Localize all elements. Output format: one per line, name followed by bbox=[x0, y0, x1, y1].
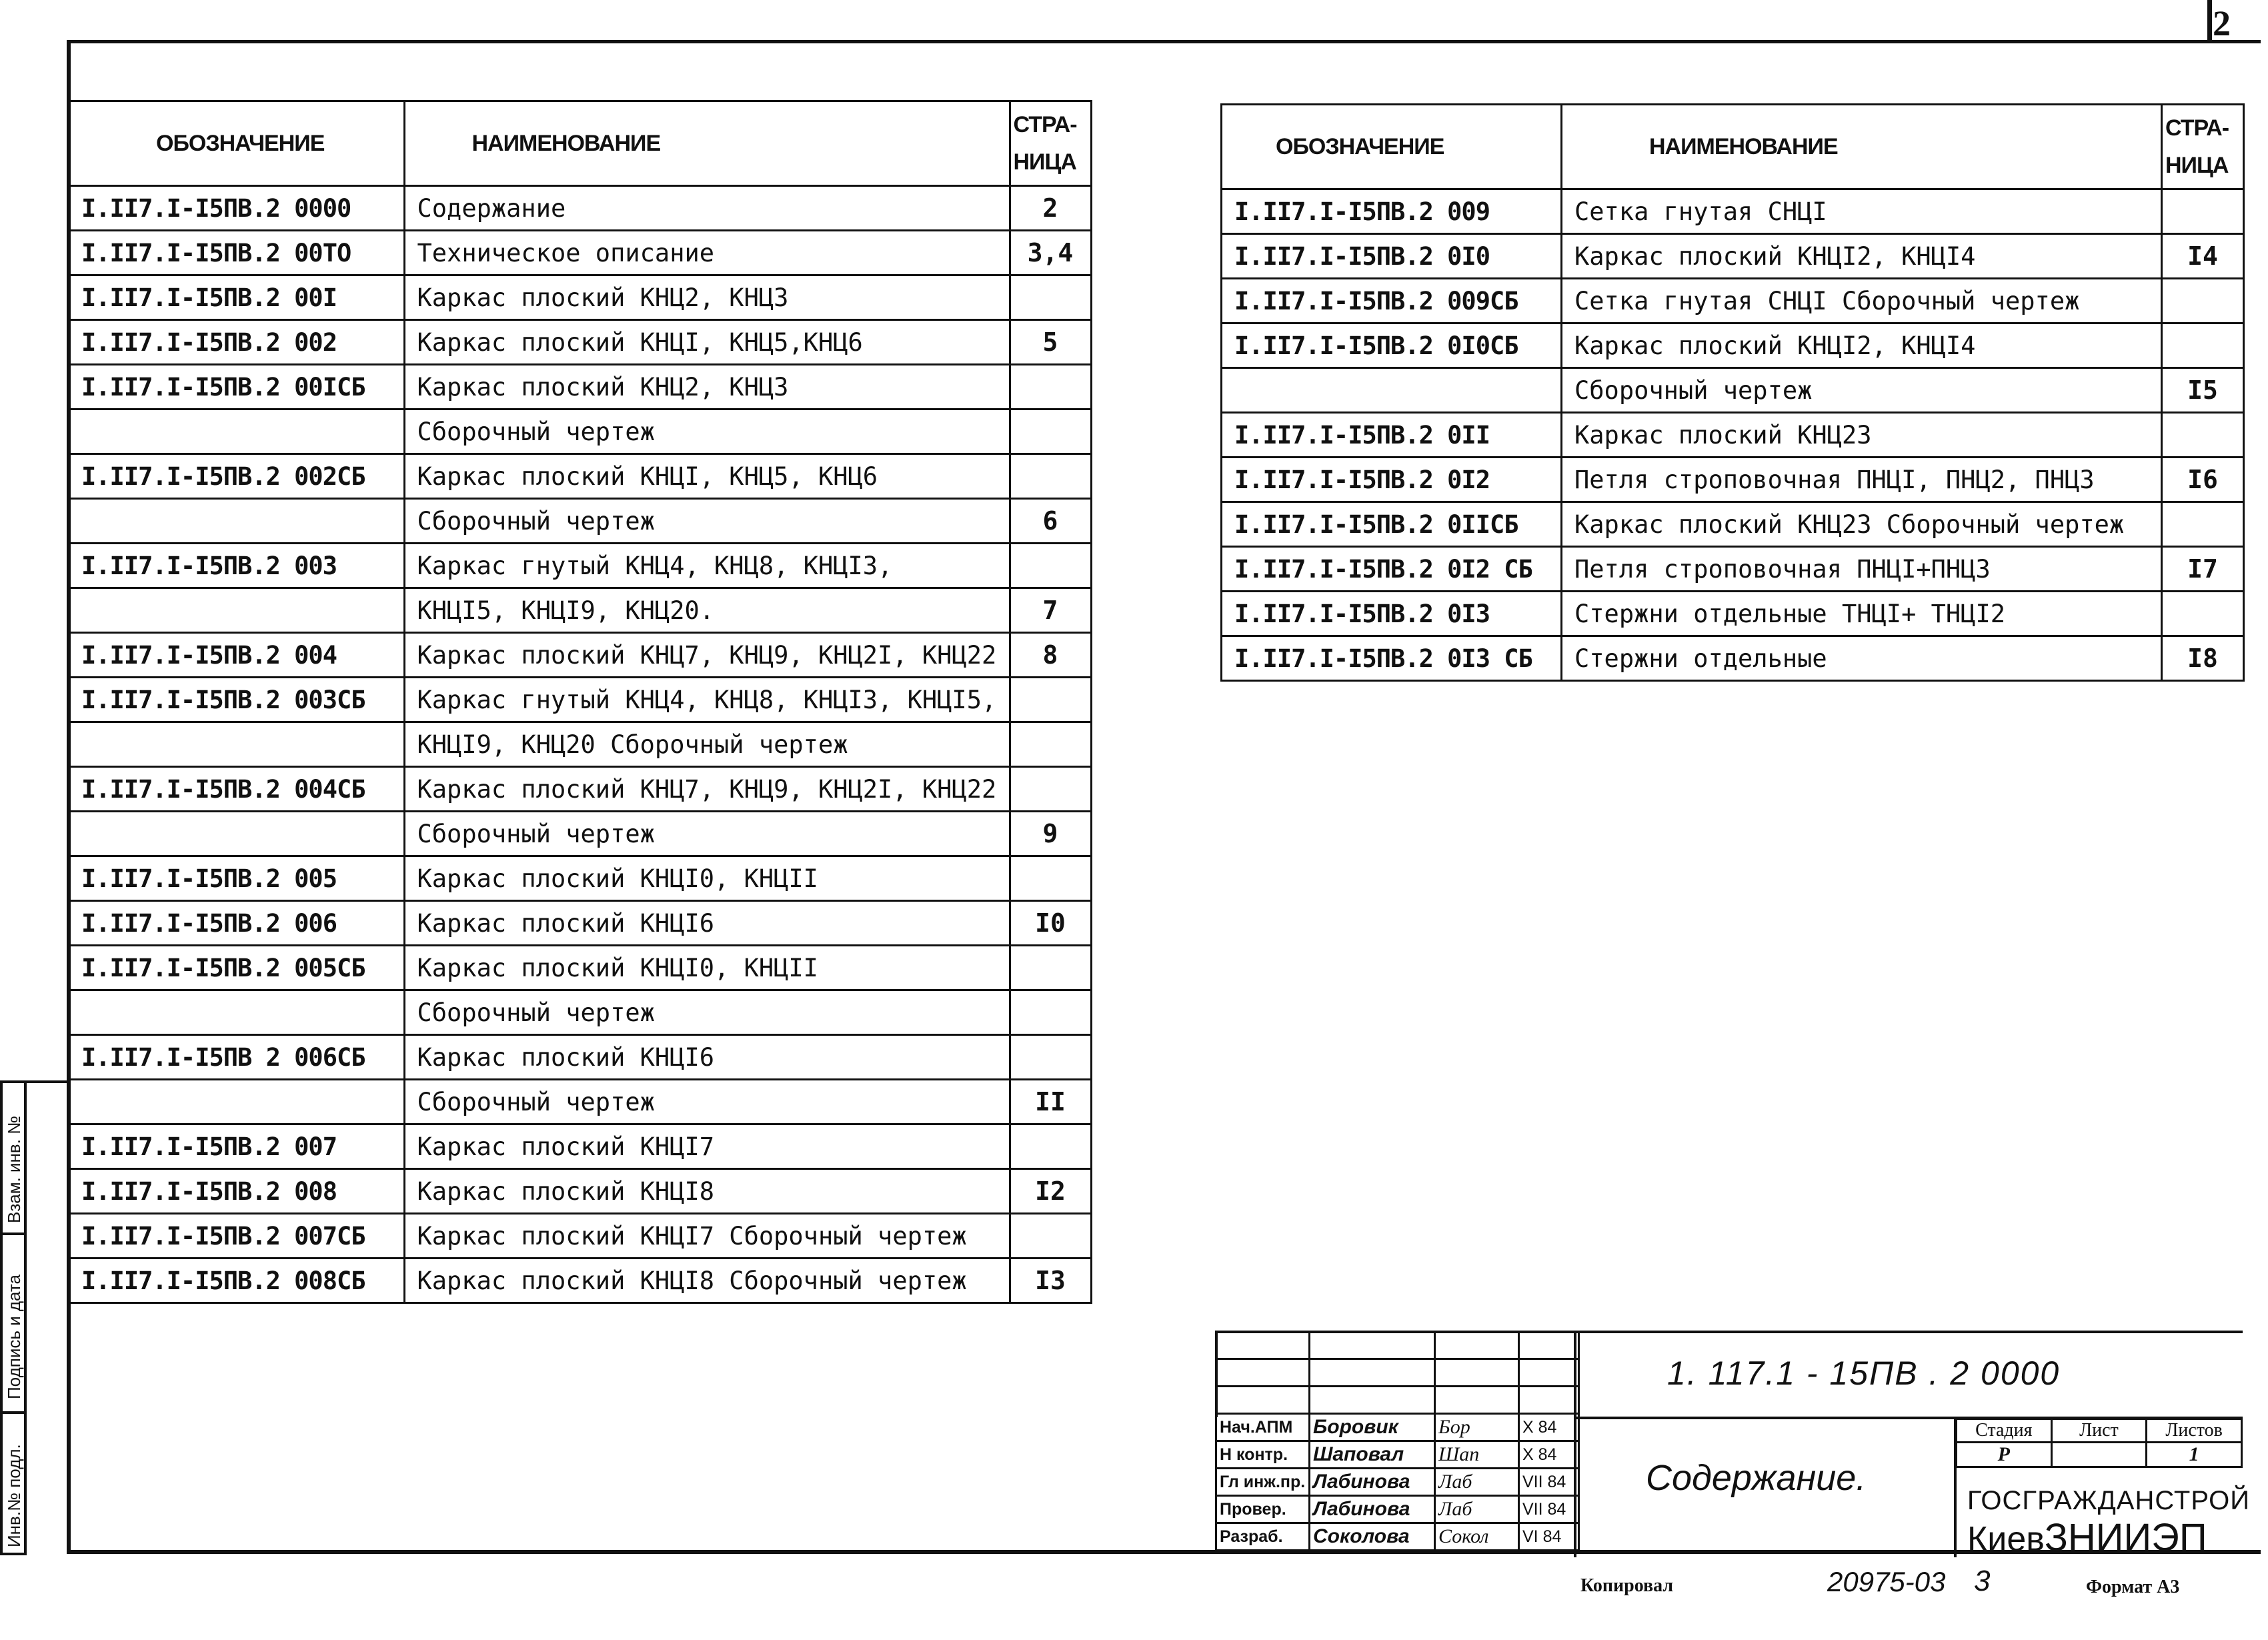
row-name: КНЦI9, КНЦ20 Сборочный чертеж bbox=[404, 722, 1010, 767]
row-name: Каркас плоский КНЦ23 bbox=[1562, 413, 2162, 458]
table-row bbox=[69, 812, 1091, 856]
side-stamp-column bbox=[27, 1080, 67, 1555]
row-page: 6 bbox=[1010, 499, 1091, 544]
row-name: Сборочный чертеж bbox=[404, 499, 1010, 544]
signature-sign: Лаб bbox=[1435, 1496, 1519, 1523]
table-header bbox=[69, 101, 1091, 186]
page-number-bar bbox=[2207, 0, 2212, 40]
row-code: I.II7.I-I5ПВ.2 009 bbox=[1222, 189, 1562, 234]
row-code: I.II7.I-I5ПВ.2 0I3 bbox=[1222, 592, 1562, 636]
stage-label: Стадия bbox=[1957, 1419, 2052, 1443]
header-code: ОБОЗНАЧЕНИЕ bbox=[1222, 105, 1562, 189]
row-page: I3 bbox=[1010, 1259, 1091, 1303]
signature-date: X 84 bbox=[1519, 1441, 1579, 1469]
row-name: Каркас плоский КНЦ7, КНЦ9, КНЦ2I, КНЦ22 bbox=[404, 633, 1010, 678]
row-page bbox=[2162, 323, 2244, 368]
row-name: Стержни отдельные bbox=[1562, 636, 2162, 681]
row-code: I.II7.I-I5ПВ.2 009СБ bbox=[1222, 279, 1562, 323]
table-row bbox=[69, 499, 1091, 544]
signature-name: Шаповал bbox=[1310, 1441, 1435, 1469]
table-row bbox=[69, 633, 1091, 678]
archive-number: 20975-03 bbox=[1827, 1566, 1946, 1597]
row-page bbox=[1010, 454, 1091, 499]
signature-sign: Шап bbox=[1435, 1441, 1519, 1469]
table-row bbox=[69, 1124, 1091, 1169]
side-cell-signature bbox=[3, 1235, 24, 1414]
row-page bbox=[2162, 279, 2244, 323]
table-row bbox=[1222, 323, 2244, 368]
row-name: Содержание bbox=[404, 186, 1010, 231]
row-page bbox=[2162, 502, 2244, 547]
row-page bbox=[2162, 189, 2244, 234]
row-name: Каркас плоский КНЦI8 Сборочный чертеж bbox=[404, 1259, 1010, 1303]
signature-role: Провер. bbox=[1216, 1496, 1310, 1523]
row-code bbox=[69, 812, 404, 856]
row-page bbox=[1010, 275, 1091, 320]
stage-table bbox=[1955, 1418, 2243, 1468]
side-label-replace: Взам. инв. № bbox=[4, 1115, 24, 1223]
row-page bbox=[1010, 722, 1091, 767]
row-page: II bbox=[1010, 1080, 1091, 1124]
table-row bbox=[69, 946, 1091, 990]
row-name: Каркас плоский КНЦI6 bbox=[404, 1035, 1010, 1080]
row-code: I.II7.I-I5ПВ.2 0I3 СБ bbox=[1222, 636, 1562, 681]
row-name: Каркас плоский КНЦI0, КНЦII bbox=[404, 946, 1010, 990]
row-code: I.II7.I-I5ПВ 2 006СБ bbox=[69, 1035, 404, 1080]
side-label-signature: Подпись и дата bbox=[4, 1274, 24, 1399]
signature-role: Нач.АПМ bbox=[1216, 1414, 1310, 1441]
signature-date: X 84 bbox=[1519, 1414, 1579, 1441]
row-name: Техническое описание bbox=[404, 231, 1010, 275]
table-row bbox=[1222, 234, 2244, 279]
row-name: Каркас плоский КНЦI7 Сборочный чертеж bbox=[404, 1214, 1010, 1259]
table-row bbox=[1222, 368, 2244, 413]
organization-line2 bbox=[1967, 1515, 2207, 1560]
row-name: Каркас плоский КНЦ7, КНЦ9, КНЦ2I, КНЦ22 bbox=[404, 767, 1010, 812]
table-row bbox=[69, 320, 1091, 365]
table-header bbox=[1222, 105, 2244, 189]
row-code: I.II7.I-I5ПВ.2 00I bbox=[69, 275, 404, 320]
signature-name: Соколова bbox=[1310, 1523, 1435, 1551]
row-page: I8 bbox=[2162, 636, 2244, 681]
signature-sign: Бор bbox=[1435, 1414, 1519, 1441]
table-row bbox=[1222, 458, 2244, 502]
row-name: Сборочный чертеж bbox=[404, 812, 1010, 856]
row-page: I6 bbox=[2162, 458, 2244, 502]
sheet-number: 3 bbox=[1974, 1565, 1991, 1597]
row-name: Каркас плоский КНЦI7 bbox=[404, 1124, 1010, 1169]
row-code bbox=[69, 588, 404, 633]
header-code: ОБОЗНАЧЕНИЕ bbox=[69, 101, 404, 186]
organization-institute: ЗНИИЭП bbox=[2044, 1516, 2207, 1559]
row-page bbox=[2162, 413, 2244, 458]
row-name: Сетка гнутая СНЦI Сборочный чертеж bbox=[1562, 279, 2162, 323]
row-page bbox=[1010, 1124, 1091, 1169]
row-page bbox=[1010, 544, 1091, 588]
signature-name: Лабинова bbox=[1310, 1469, 1435, 1496]
table-row bbox=[1222, 636, 2244, 681]
row-page: 2 bbox=[1010, 186, 1091, 231]
side-label-inventory: Инв.№ подл. bbox=[4, 1444, 24, 1547]
row-code: I.II7.I-I5ПВ.2 006 bbox=[69, 901, 404, 946]
signature-row bbox=[1216, 1496, 1579, 1523]
row-name: Сборочный чертеж bbox=[404, 409, 1010, 454]
copied-by-label: Копировал bbox=[1580, 1575, 1674, 1596]
signature-sign: Лаб bbox=[1435, 1469, 1519, 1496]
organization-city: Киев bbox=[1967, 1520, 2045, 1559]
row-name: Каркас гнутый КНЦ4, КНЦ8, КНЦI3, КНЦI5, bbox=[404, 678, 1010, 722]
row-code: I.II7.I-I5ПВ.2 00ТО bbox=[69, 231, 404, 275]
row-code: I.II7.I-I5ПВ.2 007 bbox=[69, 1124, 404, 1169]
table-row bbox=[1222, 592, 2244, 636]
row-name: Каркас гнутый КНЦ4, КНЦ8, КНЦI3, bbox=[404, 544, 1010, 588]
signature-role: Н контр. bbox=[1216, 1441, 1310, 1469]
row-page bbox=[1010, 990, 1091, 1035]
row-code: I.II7.I-I5ПВ.2 0000 bbox=[69, 186, 404, 231]
row-code: I.II7.I-I5ПВ.2 002СБ bbox=[69, 454, 404, 499]
row-page: I7 bbox=[2162, 547, 2244, 592]
row-page bbox=[1010, 1214, 1091, 1259]
row-code: I.II7.I-I5ПВ.2 0I2 bbox=[1222, 458, 1562, 502]
row-code: I.II7.I-I5ПВ.2 003 bbox=[69, 544, 404, 588]
row-code bbox=[1222, 368, 1562, 413]
row-page: I5 bbox=[2162, 368, 2244, 413]
row-code: I.II7.I-I5ПВ.2 007СБ bbox=[69, 1214, 404, 1259]
format-label: Формат А3 bbox=[2086, 1577, 2180, 1597]
row-name: Каркас плоский КНЦI0, КНЦII bbox=[404, 856, 1010, 901]
signature-date: VI 84 bbox=[1519, 1523, 1579, 1551]
table-row bbox=[69, 1214, 1091, 1259]
stage-value: Р bbox=[1957, 1443, 2052, 1467]
table-row bbox=[69, 856, 1091, 901]
row-page: 5 bbox=[1010, 320, 1091, 365]
organization-line1: ГОСГРАЖДАНСТРОЙ bbox=[1967, 1486, 2251, 1515]
row-page bbox=[1010, 1035, 1091, 1080]
row-name: Сборочный чертеж bbox=[404, 990, 1010, 1035]
table-row bbox=[69, 990, 1091, 1035]
table-row bbox=[69, 409, 1091, 454]
page-number: 2 bbox=[2213, 3, 2231, 43]
row-name: КНЦI5, КНЦI9, КНЦ20. bbox=[404, 588, 1010, 633]
row-page bbox=[1010, 856, 1091, 901]
row-code: I.II7.I-I5ПВ.2 0I0СБ bbox=[1222, 323, 1562, 368]
header-name: НАИМЕНОВАНИЕ bbox=[404, 101, 1010, 186]
table-row bbox=[69, 588, 1091, 633]
table-row bbox=[69, 1080, 1091, 1124]
row-page: I4 bbox=[2162, 234, 2244, 279]
table-row bbox=[69, 1259, 1091, 1303]
sheet-value bbox=[2051, 1443, 2147, 1467]
table-row bbox=[69, 365, 1091, 409]
row-name: Каркас плоский КНЦI, КНЦ5, КНЦ6 bbox=[404, 454, 1010, 499]
row-code bbox=[69, 722, 404, 767]
row-name: Каркас плоский КНЦ23 Сборочный чертеж bbox=[1562, 502, 2162, 547]
side-stamp bbox=[0, 1080, 27, 1555]
table-row bbox=[69, 722, 1091, 767]
table-row bbox=[1222, 502, 2244, 547]
side-cell-replace bbox=[3, 1083, 24, 1235]
row-name: Петля строповочная ПНЦI, ПНЦ2, ПНЦ3 bbox=[1562, 458, 2162, 502]
row-name: Стержни отдельные ТНЦI+ ТНЦI2 bbox=[1562, 592, 2162, 636]
table-row bbox=[1222, 189, 2244, 234]
contents-table-right bbox=[1220, 103, 2245, 682]
table-row bbox=[69, 678, 1091, 722]
table-row bbox=[1222, 547, 2244, 592]
header-page: СТРА- НИЦА bbox=[1010, 101, 1091, 186]
row-name: Каркас плоский КНЦI, КНЦ5,КНЦ6 bbox=[404, 320, 1010, 365]
signature-name: Лабинова bbox=[1310, 1496, 1435, 1523]
row-page: 7 bbox=[1010, 588, 1091, 633]
signature-name: Боровик bbox=[1310, 1414, 1435, 1441]
row-code: I.II7.I-I5ПВ.2 0IIСБ bbox=[1222, 502, 1562, 547]
document-code: 1. 117.1 - 15ПВ . 2 0000 bbox=[1667, 1355, 2061, 1392]
row-code: I.II7.I-I5ПВ.2 004СБ bbox=[69, 767, 404, 812]
sheets-label: Листов bbox=[2147, 1419, 2242, 1443]
row-code bbox=[69, 1080, 404, 1124]
row-page: 3,4 bbox=[1010, 231, 1091, 275]
row-page bbox=[1010, 946, 1091, 990]
row-name: Сборочный чертеж bbox=[404, 1080, 1010, 1124]
row-name: Каркас плоский КНЦI2, КНЦI4 bbox=[1562, 323, 2162, 368]
row-name: Каркас плоский КНЦI2, КНЦI4 bbox=[1562, 234, 2162, 279]
row-page: I0 bbox=[1010, 901, 1091, 946]
table-row bbox=[1222, 413, 2244, 458]
row-page bbox=[1010, 767, 1091, 812]
signature-sign: Сокол bbox=[1435, 1523, 1519, 1551]
row-page bbox=[1010, 409, 1091, 454]
row-page bbox=[1010, 678, 1091, 722]
row-page bbox=[1010, 365, 1091, 409]
title-block-divider bbox=[1574, 1331, 1576, 1557]
row-page: 9 bbox=[1010, 812, 1091, 856]
row-page bbox=[2162, 592, 2244, 636]
signature-row bbox=[1216, 1523, 1579, 1551]
signature-role: Разраб. bbox=[1216, 1523, 1310, 1551]
signature-role: Гл инж.пр. bbox=[1216, 1469, 1310, 1496]
signature-date: VII 84 bbox=[1519, 1496, 1579, 1523]
row-code: I.II7.I-I5ПВ.2 00IСБ bbox=[69, 365, 404, 409]
row-name: Петля строповочная ПНЦI+ПНЦ3 bbox=[1562, 547, 2162, 592]
row-code: I.II7.I-I5ПВ.2 008СБ bbox=[69, 1259, 404, 1303]
table-row bbox=[69, 231, 1091, 275]
signature-date: VII 84 bbox=[1519, 1469, 1579, 1496]
row-name: Каркас плоский КНЦ2, КНЦ3 bbox=[404, 365, 1010, 409]
table-row bbox=[69, 901, 1091, 946]
row-code bbox=[69, 990, 404, 1035]
side-cell-inventory bbox=[3, 1414, 24, 1555]
row-code: I.II7.I-I5ПВ.2 0II bbox=[1222, 413, 1562, 458]
row-code: I.II7.I-I5ПВ.2 004 bbox=[69, 633, 404, 678]
table-row bbox=[69, 1035, 1091, 1080]
row-code: I.II7.I-I5ПВ.2 002 bbox=[69, 320, 404, 365]
signature-row bbox=[1216, 1414, 1579, 1441]
row-code: I.II7.I-I5ПВ.2 008 bbox=[69, 1169, 404, 1214]
row-code: I.II7.I-I5ПВ.2 005 bbox=[69, 856, 404, 901]
row-name: Каркас плоский КНЦI8 bbox=[404, 1169, 1010, 1214]
table-row bbox=[69, 186, 1091, 231]
row-name: Каркас плоский КНЦI6 bbox=[404, 901, 1010, 946]
document-title: Содержание. bbox=[1646, 1458, 1867, 1498]
header-name: НАИМЕНОВАНИЕ bbox=[1562, 105, 2162, 189]
row-code: I.II7.I-I5ПВ.2 0I0 bbox=[1222, 234, 1562, 279]
header-page: СТРА- НИЦА bbox=[2162, 105, 2244, 189]
row-code bbox=[69, 499, 404, 544]
contents-table-left bbox=[69, 100, 1092, 1304]
table-row bbox=[1222, 279, 2244, 323]
table-row bbox=[69, 1169, 1091, 1214]
row-page: I2 bbox=[1010, 1169, 1091, 1214]
sheets-value: 1 bbox=[2147, 1443, 2242, 1467]
signature-grid bbox=[1215, 1331, 1578, 1557]
row-code: I.II7.I-I5ПВ.2 003СБ bbox=[69, 678, 404, 722]
row-page: 8 bbox=[1010, 633, 1091, 678]
row-code: I.II7.I-I5ПВ.2 005СБ bbox=[69, 946, 404, 990]
signature-row bbox=[1216, 1469, 1579, 1496]
row-code: I.II7.I-I5ПВ.2 0I2 СБ bbox=[1222, 547, 1562, 592]
row-name: Сетка гнутая СНЦI bbox=[1562, 189, 2162, 234]
row-name: Каркас плоский КНЦ2, КНЦ3 bbox=[404, 275, 1010, 320]
row-code bbox=[69, 409, 404, 454]
table-row bbox=[69, 275, 1091, 320]
row-name: Сборочный чертеж bbox=[1562, 368, 2162, 413]
signature-row bbox=[1216, 1441, 1579, 1469]
table-row bbox=[69, 454, 1091, 499]
table-row bbox=[69, 544, 1091, 588]
table-row bbox=[69, 767, 1091, 812]
sheet-label: Лист bbox=[2051, 1419, 2147, 1443]
